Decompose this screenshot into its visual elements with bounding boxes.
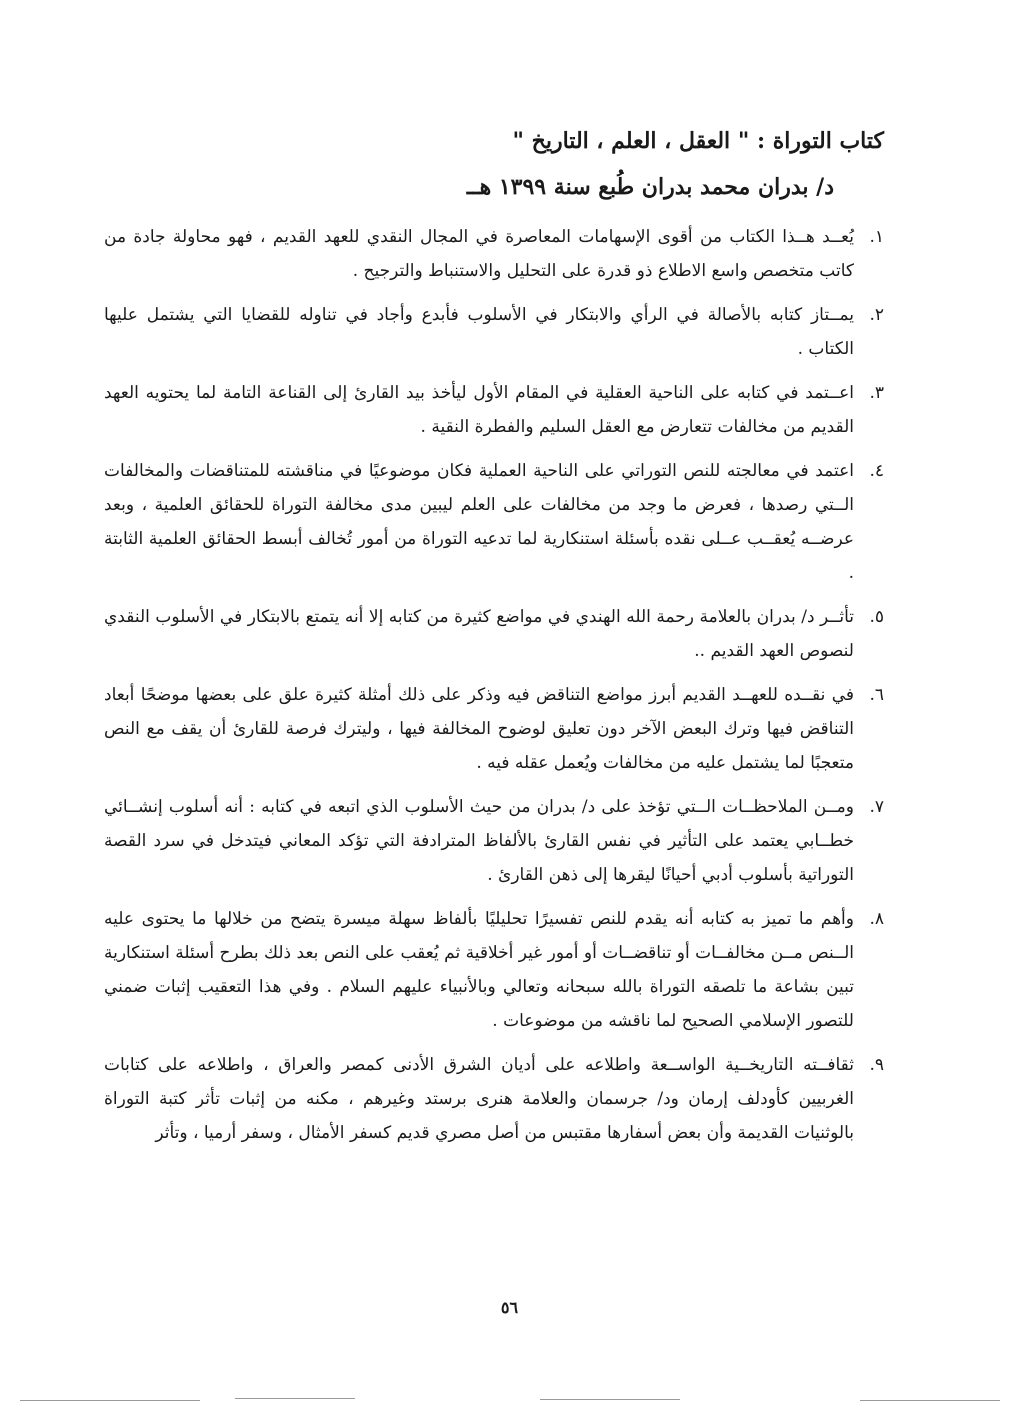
item-number: ١. bbox=[869, 227, 884, 247]
scan-artifact-line bbox=[235, 1398, 355, 1399]
item-text: اعتمد في معالجته للنص التوراتي على الناحية العملية فكان موضوعيًا في مناقشته للمتناقضات والمخالفات الــتي رصدها ، فعرض ما وجد من مخالفات على العلم ليبين مدى مخالفة التوراة للحقائق العلمية ، وبعد عرضــه يُعقــب عــلى نقده بأسئلة استنكارية لما تدعيه التوراة من أمور تُخالف أبسط الحقائق العلمية الثابتة . bbox=[104, 461, 854, 583]
item-number: ٢. bbox=[869, 305, 884, 325]
list-item bbox=[104, 220, 884, 288]
item-text: تأثــر د/ بدران بالعلامة رحمة الله الهندي في مواضع كثيرة من كتابه إلا أنه يتمتع بالابتكار في الأسلوب النقدي لنصوص العهد القديم .. bbox=[104, 607, 854, 661]
item-number: ٨. bbox=[869, 909, 884, 929]
list-item bbox=[104, 678, 884, 780]
list-item bbox=[104, 600, 884, 668]
list-item bbox=[104, 790, 884, 892]
item-text: يمــتاز كتابه بالأصالة في الرأي والابتكار في الأسلوب فأبدع وأجاد في تناوله للقضايا التي يشتمل عليها الكتاب . bbox=[104, 305, 854, 359]
item-text: اعــتمد في كتابه على الناحية العقلية في المقام الأول ليأخذ بيد القارئ إلى القناعة التامة لما يحتويه العهد القديم من مخالفات تتعارض مع العقل السليم والفطرة النقية . bbox=[104, 383, 854, 437]
scan-artifact-line bbox=[540, 1399, 680, 1400]
list-item bbox=[104, 1048, 884, 1150]
scan-artifact-line bbox=[860, 1400, 1000, 1401]
page-number: ٥٦ bbox=[500, 1298, 519, 1317]
item-text: في نقــده للعهــد القديم أبرز مواضع التناقض فيه وذكر على ذلك أمثلة كثيرة علق على بعضها موضحًا أبعاد التناقض فيها وترك البعض الآخر دون تعليق لوضوح المخالفة فيها ، وليترك فرصة للقارئ أن يقف مع النص متعجبًا لما يشتمل عليه من مخالفات ويُعمل عقله فيه . bbox=[104, 685, 854, 773]
list-item bbox=[104, 902, 884, 1038]
item-number: ٦. bbox=[869, 685, 884, 705]
item-text: ومــن الملاحظــات الــتي تؤخذ على د/ بدران من حيث الأسلوب الذي اتبعه في كتابه : أنه أسلوب إنشــائي خطــابي يعتمد على التأثير في نفس القارئ بالألفاظ المترادفة التي تؤكد المعاني فيتدخل في سرد القصة التوراتية بأسلوب أدبي أحيانًا ليقرها إلى ذهن القارئ . bbox=[104, 797, 854, 885]
item-number: ٩. bbox=[869, 1055, 884, 1075]
item-number: ٧. bbox=[869, 797, 884, 817]
evaluation-list bbox=[104, 220, 884, 1160]
list-item bbox=[104, 376, 884, 444]
item-text: يُعــد هــذا الكتاب من أقوى الإسهامات المعاصرة في المجال النقدي للعهد القديم ، فهو محاولة جادة من كاتب متخصص واسع الاطلاع ذو قدرة على التحليل والاستنباط والترجيح . bbox=[104, 227, 854, 281]
item-number: ٥. bbox=[869, 607, 884, 627]
item-number: ٣. bbox=[869, 383, 884, 403]
item-text: وأهم ما تميز به كتابه أنه يقدم للنص تفسيرًا تحليليًا بألفاظ سهلة ميسرة يتضح من خلالها ما يحتوى عليه الــنص مــن مخالفــات أو تناقضــات أو أمور غير أخلاقية ثم يُعقب على النص بعد ذلك بطرح أسئلة استنكارية تبين بشاعة ما تلصقه التوراة بالله سبحانه وتعالي وبالأنبياء عليهم السلام . وفي هذا التعقيب إثبات ضمني للتصور الإسلامي الصحيح لما ناقشه من موضوعات . bbox=[104, 909, 854, 1031]
list-item bbox=[104, 298, 884, 366]
list-item bbox=[104, 454, 884, 590]
book-title-heading: كتاب التوراة : " العقل ، العلم ، التاريخ " bbox=[512, 128, 884, 154]
item-text: ثقافــته التاريخــية الواســعة واطلاعه على أديان الشرق الأدنى كمصر والعراق ، واطلاعه على كتابات الغربيين كأودلف إرمان ود/ جرسمان والعلامة هنرى برستد وغيرهم ، مكنه من إثبات تأثر كتبة التوراة بالوثنيات القديمة وأن بعض أسفارها مقتبس من أصل مصري قديم كسفر الأمثال ، وسفر أرميا ، وتأثر bbox=[104, 1055, 854, 1143]
scan-artifact-line bbox=[20, 1400, 200, 1401]
item-number: ٤. bbox=[869, 461, 884, 481]
author-heading: د/ بدران محمد بدران طُبع سنة ١٣٩٩ هــ bbox=[466, 174, 834, 200]
